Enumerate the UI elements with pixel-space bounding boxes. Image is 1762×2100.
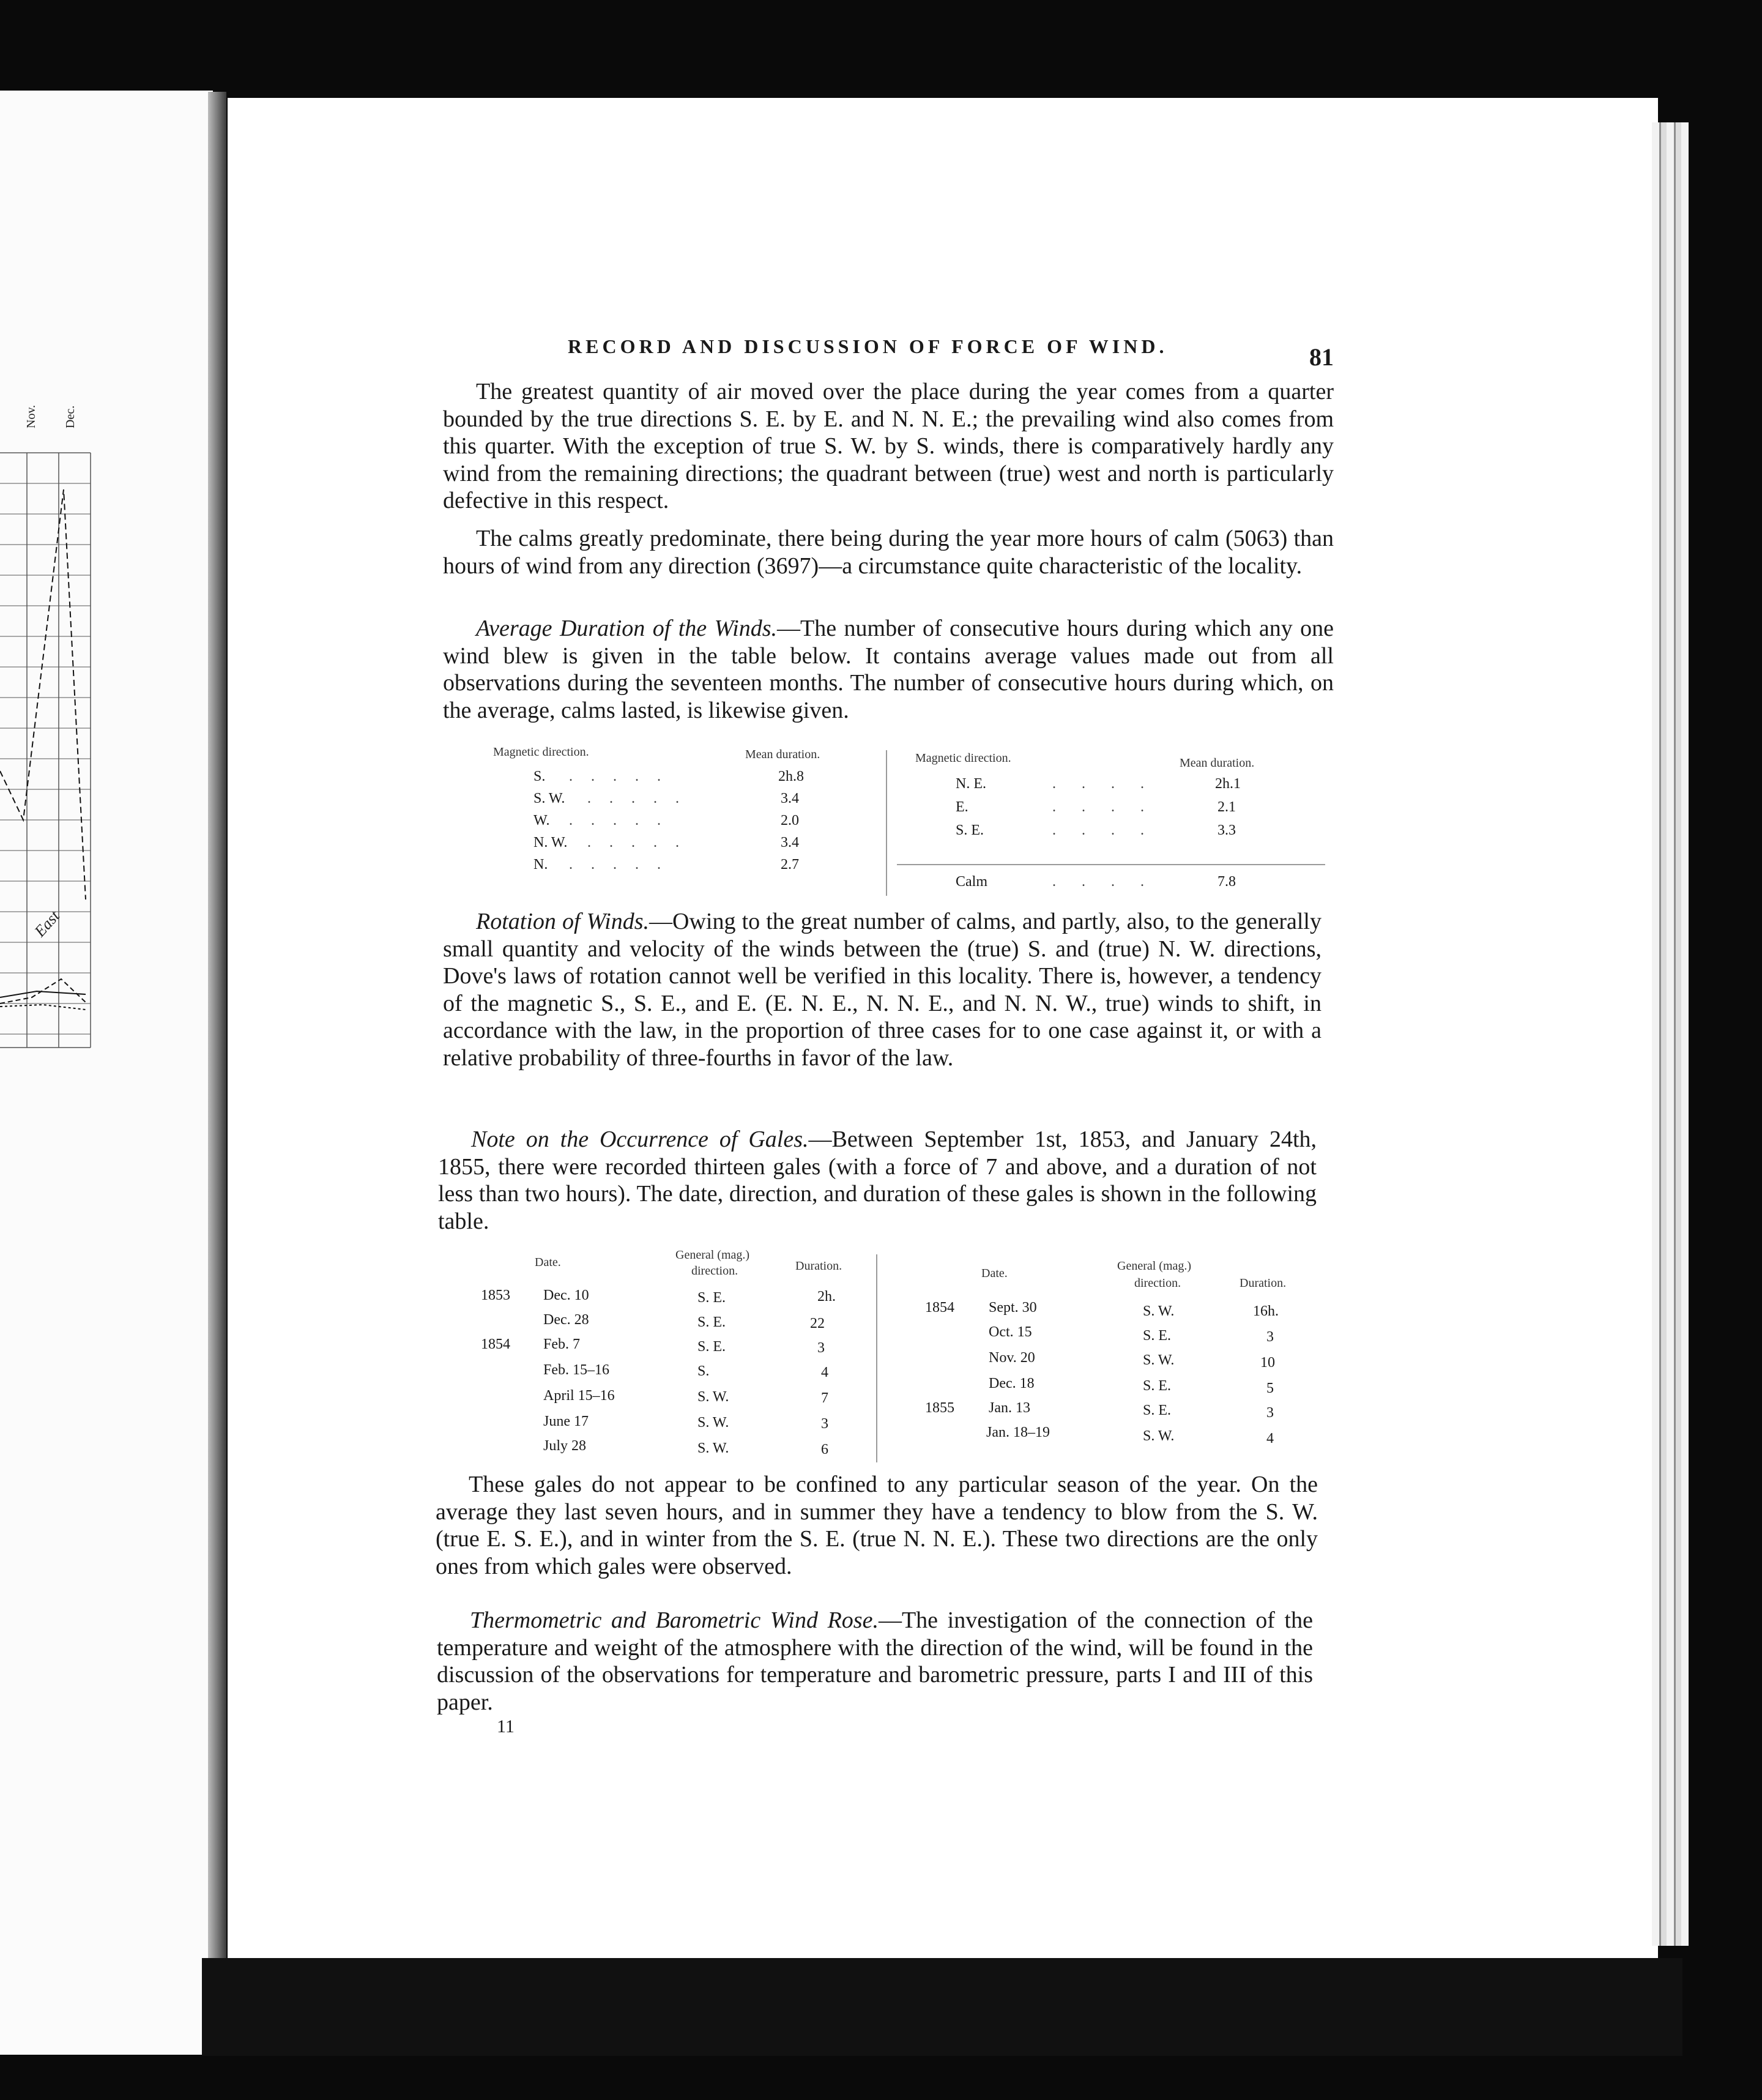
gale-duration: 2h.: [817, 1289, 836, 1305]
gales-header-direction-left-1: General (mag.): [675, 1248, 750, 1262]
duration-calm-label: Calm: [956, 874, 987, 890]
gale-date: Jan. 13: [989, 1400, 1030, 1416]
gale-direction: S.: [697, 1363, 710, 1379]
gale-duration: 3: [817, 1340, 825, 1356]
gale-direction: S. E.: [697, 1339, 726, 1355]
gales-header-direction-right-2: direction.: [1134, 1276, 1181, 1290]
gale-duration: 3: [1266, 1329, 1274, 1345]
duration-row-dir: S.: [533, 769, 546, 784]
running-head: RECORD AND DISCUSSION OF FORCE OF WIND.: [568, 335, 1168, 357]
duration-row-value: 2h.8: [778, 769, 804, 784]
table-divider: [876, 1254, 877, 1462]
book-edge: [202, 1958, 1682, 2056]
section-title-wind-rose: Thermometric and Barometric Wind Rose.: [470, 1607, 879, 1633]
section-title-gales: Note on the Occurrence of Gales.: [471, 1126, 809, 1152]
duration-row-dir: N. E.: [956, 776, 986, 792]
paragraph-gales-body: —Between September 1st, 1853, and January 24th, 1855, there were recorded thirteen gales (with a force of 7 and above, and a duration of not less than two hours). The date, direction, and duration of these gales is shown in the following table.: [438, 1126, 1317, 1234]
gale-duration: 6: [821, 1442, 828, 1458]
duration-header-duration-right: Mean duration.: [1180, 756, 1255, 770]
gale-date: Dec. 10: [543, 1287, 589, 1303]
gale-date: Nov. 20: [989, 1350, 1035, 1366]
duration-row-dir: S. E.: [956, 822, 984, 838]
gale-year: 1854: [925, 1300, 954, 1316]
duration-row-value: 2.1: [1217, 799, 1236, 815]
duration-row-dir: E.: [956, 799, 968, 815]
series-line: [0, 1005, 86, 1010]
gale-duration: 3: [1266, 1405, 1274, 1421]
facing-page: [0, 91, 213, 2055]
facing-page-graph: [0, 392, 92, 1052]
leader-dots: . . . . .: [569, 857, 661, 873]
leader-dots: . . . .: [1052, 874, 1144, 890]
duration-row-dir: N. W.: [533, 835, 568, 851]
leader-dots: . . . . .: [587, 791, 679, 806]
gale-date: Feb. 15–16: [543, 1362, 609, 1378]
gale-duration: 7: [821, 1390, 828, 1406]
duration-header-duration-left: Mean duration.: [745, 748, 820, 761]
paragraph-1: The greatest quantity of air moved over the place during the year comes from a quarter bounded by the true directions S. E. by E. and N. N. E.; the prevailing wind also comes from this quarter. With the exception of true S. W. by S. winds, there is comparatively hardly any wind from the remaining directions; the quadrant between (true) west and north is particularly defective in this respect.: [443, 379, 1334, 513]
gales-header-date-left: Date.: [535, 1256, 561, 1269]
month-label-dec: Dec.: [64, 405, 77, 428]
gale-date: July 28: [543, 1438, 587, 1454]
gale-direction: S. W.: [1143, 1352, 1175, 1368]
leader-dots: . . . .: [1052, 799, 1144, 815]
duration-row-value: 2.0: [781, 813, 799, 828]
gale-date: April 15–16: [543, 1388, 615, 1404]
leader-dots: . . . .: [1052, 776, 1144, 792]
duration-calm-value: 7.8: [1217, 874, 1236, 890]
series-line: [0, 991, 86, 997]
gale-duration: 22: [810, 1316, 825, 1331]
gales-header-duration-right: Duration.: [1240, 1276, 1287, 1290]
gale-direction: S. W.: [1143, 1303, 1175, 1319]
series-label-east: East: [31, 907, 63, 940]
gale-year: 1855: [925, 1400, 954, 1416]
gale-direction: S. E.: [697, 1314, 726, 1330]
series-line: [0, 490, 86, 899]
gale-direction: S. W.: [697, 1440, 729, 1456]
gales-header-date-right: Date.: [981, 1267, 1008, 1280]
paragraph-rotation-body: —Owing to the great number of calms, and partly, also, to the generally small quantity and velocity of the winds between the (true) S. and (true) N. W. directions, Dove's laws of rotation cannot well be verified in this locality. There is, however, a tendency of the magnetic S., S. E., and E. (E. N. E., N. N. E., and N. N. W., true) winds to shift, in accordance with the law, in the proportion of three cases for to one case against it, or with a relative probability of three-fourths in favor of the law.: [443, 909, 1322, 1071]
paragraph-gales: [438, 1126, 1317, 1235]
paragraph-wind-rose: [437, 1607, 1313, 1716]
gale-direction: S. E.: [1143, 1402, 1172, 1418]
table-divider: [886, 750, 887, 896]
gales-header-direction-right-1: General (mag.): [1117, 1259, 1192, 1273]
paragraph-2: The calms greatly predominate, there being during the year more hours of calm (5063) than hours of wind from any direction (3697)—a circumstance quite characteristic of the locality.: [443, 526, 1334, 579]
gale-date: Dec. 28: [543, 1312, 589, 1328]
gale-date: Jan. 18–19: [986, 1424, 1050, 1440]
gale-direction: S. E.: [1143, 1328, 1172, 1344]
gale-year: 1853: [481, 1287, 510, 1303]
gutter-shadow: [208, 92, 226, 2053]
gale-duration: 16h.: [1253, 1303, 1279, 1319]
gale-date: Sept. 30: [989, 1300, 1037, 1316]
paragraph-gales-season: These gales do not appear to be confined to any particular season of the year. On the average they last seven hours, and in summer they have a tendency to blow from the S. W. (true E. S. E.), and in winter from the S. E. (true N. N. E.). These two directions are the only ones from which gales were observed.: [436, 1472, 1318, 1579]
paragraph-wind-rose-body: —The investigation of the connection of the temperature and weight of the atmosphere with the direction of the wind, will be found in the discussion of the observations for temperature and barometric pressure, parts I and III of this paper.: [437, 1607, 1313, 1715]
gales-header-duration-left: Duration.: [795, 1259, 842, 1273]
duration-header-direction-right: Magnetic direction.: [915, 751, 1011, 765]
duration-row-value: 3.3: [1217, 822, 1236, 838]
paragraph-rotation: [443, 908, 1322, 1071]
leader-dots: . . . . .: [569, 813, 661, 828]
signature-mark: 11: [497, 1716, 515, 1737]
graph-grid: [0, 453, 91, 1048]
gale-year: 1854: [481, 1336, 510, 1352]
month-label-nov: Nov.: [24, 404, 38, 428]
leader-dots: . . . . .: [569, 769, 661, 784]
gales-header-direction-left-2: direction.: [691, 1264, 738, 1278]
gale-date: Dec. 18: [989, 1376, 1035, 1391]
gale-duration: 4: [821, 1365, 828, 1380]
duration-header-direction-left: Magnetic direction.: [493, 745, 589, 759]
gale-duration: 3: [821, 1416, 828, 1432]
gale-direction: S. E.: [1143, 1378, 1172, 1394]
table-rule: [897, 864, 1325, 865]
gale-date: Feb. 7: [543, 1336, 580, 1352]
duration-row-value: 2.7: [781, 857, 799, 873]
gale-duration: 5: [1266, 1380, 1274, 1396]
gale-date: June 17: [543, 1413, 589, 1429]
duration-row-value: 3.4: [781, 791, 799, 806]
leader-dots: . . . . .: [587, 835, 679, 851]
paragraph-average-duration: [443, 615, 1334, 724]
gale-duration: 4: [1266, 1431, 1274, 1447]
gale-direction: S. E.: [697, 1290, 726, 1306]
leader-dots: . . . .: [1052, 822, 1144, 838]
duration-row-dir: N.: [533, 857, 548, 873]
gale-direction: S. W.: [697, 1389, 729, 1405]
page-number: 81: [1309, 343, 1334, 371]
duration-row-value: 2h.1: [1215, 776, 1241, 792]
duration-row-dir: S. W.: [533, 791, 565, 806]
duration-row-value: 3.4: [781, 835, 799, 851]
duration-row-dir: W.: [533, 813, 550, 828]
gale-direction: S. W.: [1143, 1428, 1175, 1444]
gale-date: Oct. 15: [989, 1324, 1032, 1340]
section-title-average-duration: Average Duration of the Winds.: [476, 616, 778, 641]
page-edges: [1652, 122, 1689, 1946]
gale-duration: 10: [1260, 1355, 1275, 1371]
paragraph-average-duration-body: —The number of consecutive hours during which any one wind blew is given in the table below. It contains average values made out from all observations during the seventeen months. The number of consecutive hours during which, on the average, calms lasted, is likewise given.: [443, 616, 1334, 723]
section-title-rotation: Rotation of Winds.: [476, 909, 650, 934]
gale-direction: S. W.: [697, 1415, 729, 1431]
